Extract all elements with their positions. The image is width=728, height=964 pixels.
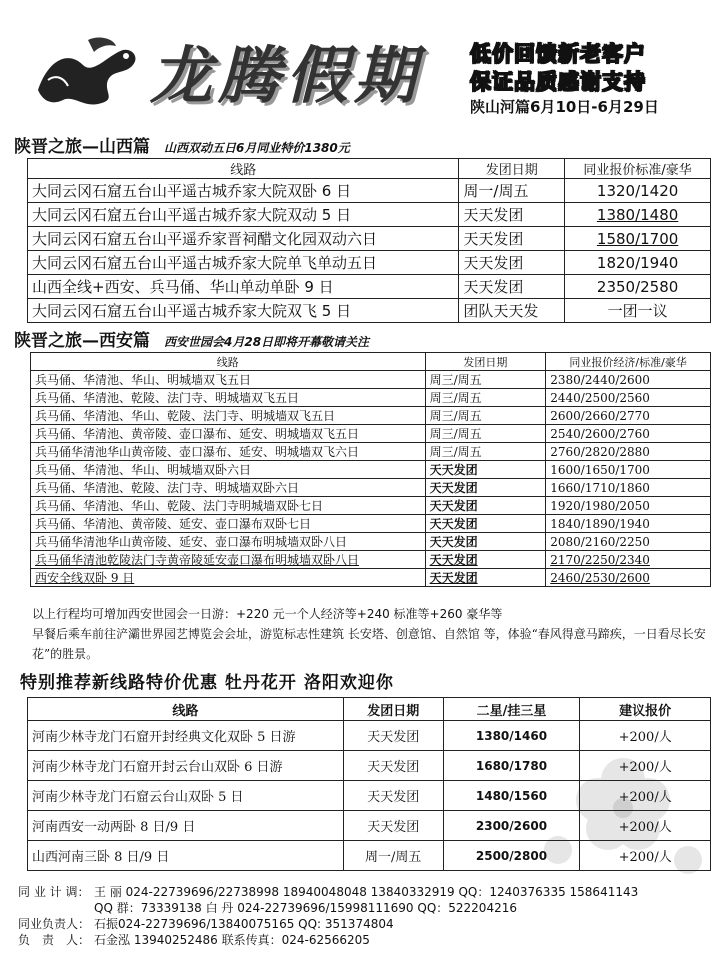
suggest-cell: +200/人: [580, 841, 711, 871]
price-cell: 1840/1890/1940: [546, 515, 711, 533]
date-cell: 天天发团: [343, 721, 443, 751]
slogan-line-1: 低价回馈新老客户: [470, 42, 646, 66]
price-cell: 2080/2160/2250: [546, 533, 711, 551]
price-cell: 2300/2600: [443, 811, 580, 841]
table-header-row: [28, 159, 711, 179]
date-cell: 天天发团: [459, 251, 565, 275]
header: [0, 0, 728, 128]
date-cell: 天天发团: [343, 811, 443, 841]
henan-route-table: [27, 697, 711, 871]
section-title-shanxi: [14, 132, 350, 157]
table-header-row: [31, 353, 711, 371]
xian-route-table: [30, 352, 711, 587]
route-cell: 大同云冈石窟五台山平遥古城乔家大院双卧 6 日: [28, 179, 459, 203]
contact-line-2: QQ 群：73339138 白 丹 024-22739696/15998111690 QQ：522204216: [94, 901, 517, 915]
table-row: [31, 443, 711, 461]
price-cell: 2350/2580: [565, 275, 711, 299]
table-row: [31, 461, 711, 479]
route-cell: 大同云冈石窟五台山平遥乔家晋祠醋文化园双动六日: [28, 227, 459, 251]
contact-row-4: [18, 932, 718, 948]
date-cell: 周三/周五: [425, 425, 546, 443]
route-cell: 大同云冈石窟五台山平遥古城乔家大院双动 5 日: [28, 203, 459, 227]
contact-label-1: 同 业 计 调：: [18, 885, 90, 899]
suggest-cell: +200/人: [580, 811, 711, 841]
price-cell: 2460/2530/2600: [546, 569, 711, 587]
price-cell: 2600/2660/2770: [546, 407, 711, 425]
slogan-line-2: 保证品质感谢支持: [470, 70, 646, 94]
table-row: [28, 179, 711, 203]
date-cell: 天天发团: [425, 479, 546, 497]
table-row: [31, 569, 711, 587]
price-cell: 2540/2600/2760: [546, 425, 711, 443]
table-row: [31, 533, 711, 551]
section1-subtitle: 山西双动五日6月同业特价1380元: [164, 141, 350, 155]
table-row: [31, 371, 711, 389]
date-cell: 周一/周五: [459, 179, 565, 203]
table-row: [28, 721, 711, 751]
col-header-price: 同业报价标准/豪华: [565, 159, 711, 179]
table-row: [31, 407, 711, 425]
route-cell: 河南西安一动两卧 8 日/9 日: [28, 811, 344, 841]
notes-block: [32, 604, 712, 664]
route-cell: 兵马俑、华清池、乾陵、法门寺、明城墙双卧六日: [31, 479, 426, 497]
date-cell: 周三/周五: [425, 407, 546, 425]
price-cell: 1660/1710/1860: [546, 479, 711, 497]
table-row: [31, 497, 711, 515]
price-cell: 2760/2820/2880: [546, 443, 711, 461]
date-cell: 天天发团: [425, 461, 546, 479]
date-cell: 天天发团: [425, 533, 546, 551]
price-cell: 2500/2800: [443, 841, 580, 871]
table-row: [31, 515, 711, 533]
table-row: [28, 275, 711, 299]
col-header-price: 同业报价经济/标准/豪华: [546, 353, 711, 371]
col-header-price: 二星/挂三星: [443, 698, 580, 721]
contact-label-3: 负 责 人：: [18, 933, 91, 947]
date-cell: 天天发团: [343, 781, 443, 811]
contact-line-4: 石金泓 13940252486 联系传真：024-62566205: [94, 933, 370, 947]
section3-title: 特别推荐新线路特价优惠 牡丹花开 洛阳欢迎你: [20, 673, 394, 693]
route-cell: 兵马俑、华清池、华山、乾陵、法门寺、明城墙双飞五日: [31, 407, 426, 425]
suggest-cell: +200/人: [580, 721, 711, 751]
table-row: [31, 425, 711, 443]
table-row: [31, 551, 711, 569]
price-cell: 1480/1560: [443, 781, 580, 811]
col-header-route: 线路: [31, 353, 426, 371]
edition-date: 陕山河篇6月10日-6月29日: [470, 98, 659, 116]
date-cell: 天天发团: [459, 227, 565, 251]
note-line-2: 早餐后乘车前往浐灞世界园艺博览会会址，游览标志性建筑 长安塔、创意馆、自然馆 等，体验“春风得意马蹄疾，一日看尽长安花”的胜景。: [32, 627, 706, 661]
date-cell: 周一/周五: [343, 841, 443, 871]
table-row: [28, 251, 711, 275]
contact-row-1: [18, 884, 718, 900]
note-line-1: 以上行程均可增加西安世园会一日游：+220 元一个人经济等+240 标准等+260 豪华等: [32, 607, 503, 621]
table-header-row: [28, 698, 711, 721]
table-row: [28, 781, 711, 811]
price-cell: 1820/1940: [565, 251, 711, 275]
col-header-suggest: 建议报价: [580, 698, 711, 721]
price-cell: 1680/1780: [443, 751, 580, 781]
contact-row-3: [18, 916, 718, 932]
table-row: [31, 389, 711, 407]
route-cell: 河南少林寺龙门石窟开封云台山双卧 6 日游: [28, 751, 344, 781]
contact-row-2: [18, 900, 718, 916]
price-cell: 1580/1700: [565, 227, 711, 251]
route-cell: 兵马俑华清池乾陵法门寺黄帝陵延安壶口瀑布明城墙双卧八日: [31, 551, 426, 569]
section2-subtitle: 西安世园会4月28日即将开幕敬请关注: [164, 335, 370, 349]
contact-line-3: 石振024-22739696/13840075165 QQ: 351374804: [94, 917, 394, 931]
table-row: [28, 811, 711, 841]
table-row: [28, 299, 711, 323]
price-cell: 1380/1480: [565, 203, 711, 227]
date-cell: 天天发团: [425, 569, 546, 587]
price-cell: 2440/2500/2560: [546, 389, 711, 407]
brand-title: 龙腾假期: [150, 39, 423, 112]
date-cell: 周三/周五: [425, 371, 546, 389]
route-cell: 兵马俑、华清池、乾陵、法门寺、明城墙双飞五日: [31, 389, 426, 407]
price-cell: 2380/2440/2600: [546, 371, 711, 389]
table-row: [28, 841, 711, 871]
route-cell: 大同云冈石窟五台山平遥古城乔家大院单飞单动五日: [28, 251, 459, 275]
date-cell: 周三/周五: [425, 389, 546, 407]
col-header-date: 发团日期: [343, 698, 443, 721]
route-cell: 兵马俑、华清池、黄帝陵、壶口瀑布、延安、明城墙双飞五日: [31, 425, 426, 443]
date-cell: 团队天天发: [459, 299, 565, 323]
route-cell: 兵马俑华清池华山黄帝陵、延安、壶口瀑布明城墙双卧八日: [31, 533, 426, 551]
table-row: [31, 479, 711, 497]
price-cell: 一团一议: [565, 299, 711, 323]
route-cell: 兵马俑、华清池、华山、明城墙双飞五日: [31, 371, 426, 389]
price-cell: 1320/1420: [565, 179, 711, 203]
price-cell: 1920/1980/2050: [546, 497, 711, 515]
date-cell: 天天发团: [425, 551, 546, 569]
route-cell: 兵马俑、华清池、华山、乾陵、法门寺明城墙双卧七日: [31, 497, 426, 515]
section1-title: 陕晋之旅—山西篇: [14, 137, 150, 157]
price-cell: 2170/2250/2340: [546, 551, 711, 569]
suggest-cell: +200/人: [580, 781, 711, 811]
route-cell: 山西河南三卧 8 日/9 日: [28, 841, 344, 871]
route-cell: 兵马俑、华清池、华山、明城墙双卧六日: [31, 461, 426, 479]
shanxi-route-table: [27, 158, 711, 323]
route-cell: 河南少林寺龙门石窟云台山双卧 5 日: [28, 781, 344, 811]
col-header-route: 线路: [28, 159, 459, 179]
table-row: [28, 751, 711, 781]
date-cell: 天天发团: [425, 515, 546, 533]
route-cell: 兵马俑、华清池、黄帝陵、延安、壶口瀑布双卧七日: [31, 515, 426, 533]
contact-line-1: 王 丽 024-22739696/22738998 18940048048 13840332919 QQ：1240376335 158641143: [94, 885, 639, 899]
route-cell: 山西全线+西安、兵马俑、华山单动单卧 9 日: [28, 275, 459, 299]
date-cell: 天天发团: [425, 497, 546, 515]
route-cell: 兵马俑华清池华山黄帝陵、壶口瀑布、延安、明城墙双飞六日: [31, 443, 426, 461]
col-header-route: 线路: [28, 698, 344, 721]
route-cell: 河南少林寺龙门石窟开封经典文化双卧 5 日游: [28, 721, 344, 751]
price-cell: 1380/1460: [443, 721, 580, 751]
date-cell: 天天发团: [459, 275, 565, 299]
date-cell: 周三/周五: [425, 443, 546, 461]
table-row: [28, 227, 711, 251]
dragon-logo-icon: [28, 30, 148, 112]
contact-block: [18, 884, 718, 948]
suggest-cell: +200/人: [580, 751, 711, 781]
col-header-date: 发团日期: [459, 159, 565, 179]
contact-label-2: 同业负责人：: [18, 917, 91, 931]
section-title-xian: [14, 326, 369, 351]
table-row: [28, 203, 711, 227]
date-cell: 天天发团: [343, 751, 443, 781]
route-cell: 西安全线双卧 9 日: [31, 569, 426, 587]
price-cell: 1600/1650/1700: [546, 461, 711, 479]
route-cell: 大同云冈石窟五台山平遥古城乔家大院双飞 5 日: [28, 299, 459, 323]
date-cell: 天天发团: [459, 203, 565, 227]
section2-title: 陕晋之旅—西安篇: [14, 331, 150, 351]
col-header-date: 发团日期: [425, 353, 546, 371]
